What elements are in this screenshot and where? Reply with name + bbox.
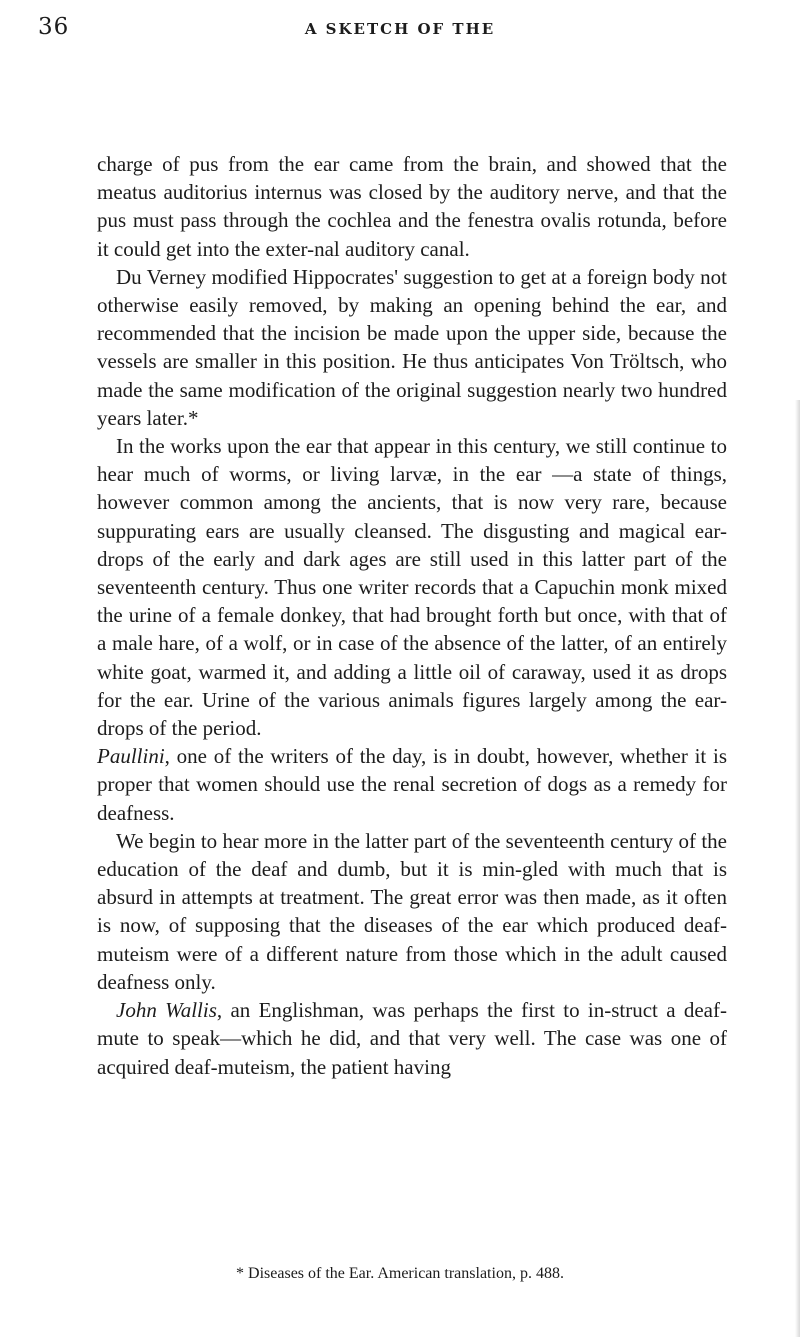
paragraph-2: Du Verney modified Hippocrates' suggestion to get at a foreign body not otherwise easily removed, by making an opening behind the ear, and recommended that the incision be made upon the upper side, because the vessels are smaller in this position. He thus anticipates Von Tröltsch, who made the same modification of the original suggestion nearly two hundred years later.*	[97, 264, 727, 430]
paragraph-4-text: , one of the writers of the day, is in doubt, however, whether it is proper that women should use the renal secretion of dogs as a remedy for deafness.	[97, 744, 727, 825]
page-edge-shadow	[795, 400, 800, 1337]
paragraph-6	[97, 996, 727, 1081]
paragraph-3: In the works upon the ear that appear in this century, we still continue to hear much of worms, or living larvæ, in the ear —a state of things, however common among the ancients, that is now very rare, because suppurating ears are usually cleansed. The disgusting and magical ear-drops of the early and dark ages are still used in this latter part of the seventeenth century. Thus one writer records that a Capuchin monk mixed the urine of a female donkey, that had brought forth but once, with that of a male hare, of a wolf, or in case of the absence of the latter, of an entirely white goat, warmed it, and adding a little oil of caraway, used it as drops for the ear. Urine of the various animals figures largely among the ear-drops of the period.	[97, 434, 727, 741]
page-number: 36	[38, 14, 70, 40]
paragraph-5: We begin to hear more in the latter part of the seventeenth century of the education of the deaf and dumb, but it is min-gled with much that is absurd in attempts at treatment. The great error was then made, as it often is now, of supposing that the diseases of the ear which produced deaf-muteism were of a different nature from those which in the adult caused deafness only.	[97, 828, 727, 994]
running-head: A SKETCH OF THE	[304, 20, 496, 38]
paragraph-1: charge of pus from the ear came from the brain, and showed that the meatus auditorius internus was closed by the auditory nerve, and that the pus must pass through the cochlea and the fenestra ovalis rotunda, before it could get into the exter-nal auditory canal.	[97, 152, 727, 261]
paragraph-4	[97, 742, 727, 827]
person-name-john-wallis: John Wallis	[116, 998, 217, 1023]
paragraph-6-text: , an Englishman, was perhaps the first to in-struct a deaf-mute to speak—which he did, and that very well. The case was one of acquired deaf-muteism, the patient having	[97, 998, 727, 1079]
body-text	[97, 150, 727, 1081]
footnote: * Diseases of the Ear. American translation, p. 488.	[236, 1265, 564, 1282]
person-name-paullini: Paullini	[97, 744, 165, 769]
